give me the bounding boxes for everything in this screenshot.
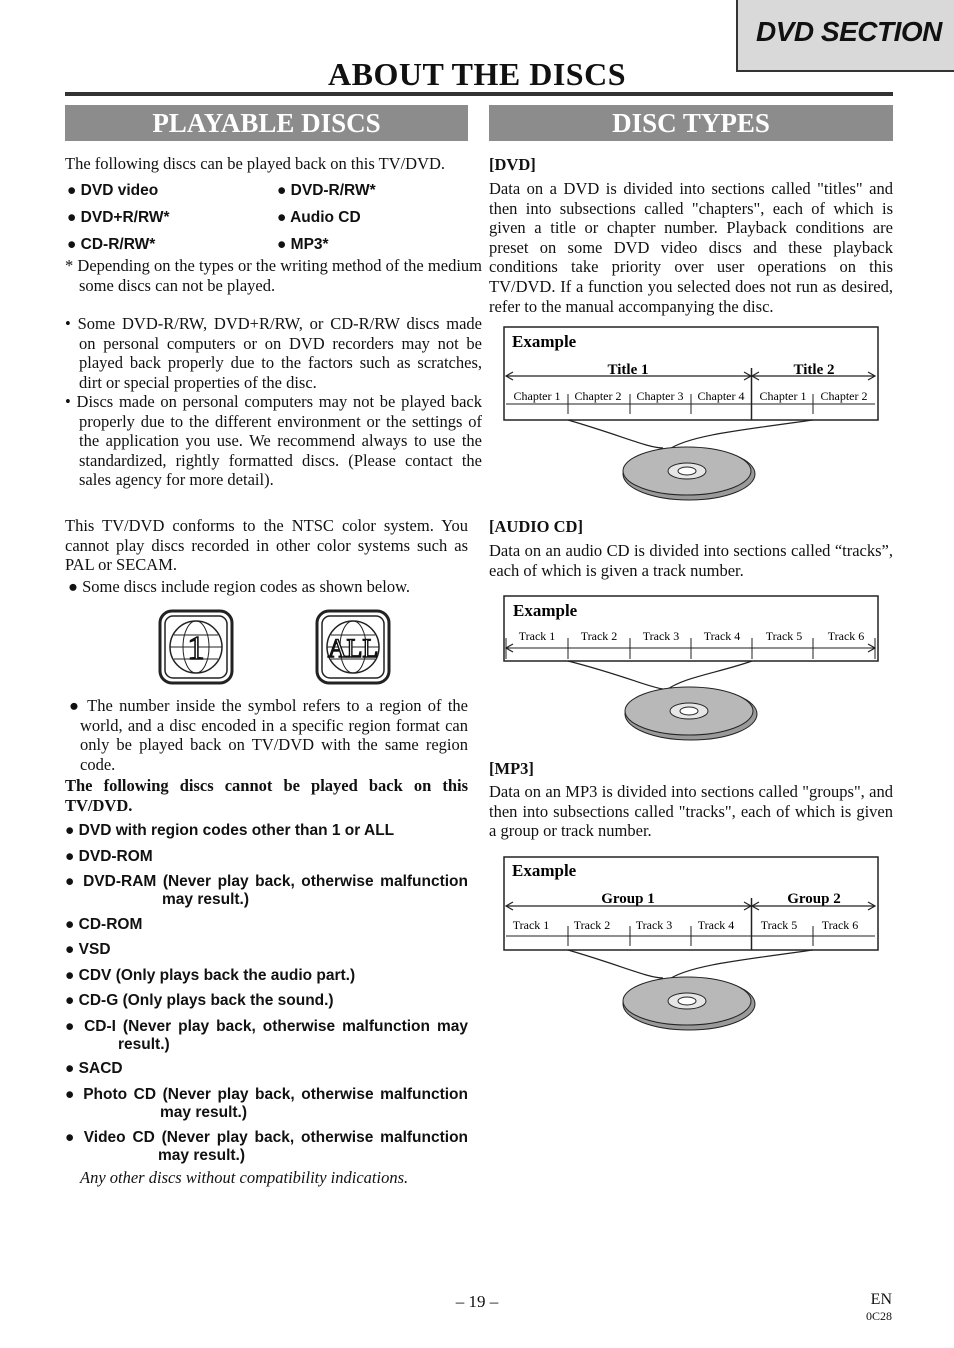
cannot-item: ● SACD	[65, 1060, 123, 1077]
chapter-label: Chapter 2	[820, 389, 868, 403]
audio-cd-example-diagram	[503, 595, 879, 741]
track-label: Track 3	[635, 918, 673, 932]
region-code-label: ALL	[327, 634, 379, 663]
title-label: Title 2	[793, 362, 835, 378]
title-label: Title 1	[607, 362, 649, 378]
dvd-example-diagram	[503, 326, 879, 502]
region-explain: ● The number inside the symbol refers to a region of the world, and a disc encoded in a specific region format can only be played back on TV/DVD with the same region code.	[69, 696, 468, 774]
chapter-label: Chapter 1	[513, 389, 561, 403]
disc-icon	[623, 447, 755, 500]
cannot-item: ● CD-G (Only plays back the sound.)	[65, 992, 334, 1009]
mp3-example-diagram	[503, 856, 879, 1032]
track-label: Track 3	[642, 629, 680, 643]
playable-discs-heading: PLAYABLE DISCS	[65, 105, 468, 141]
region-code-label: 1	[187, 630, 205, 667]
cannot-item: ● DVD with region codes other than 1 or ALL	[65, 822, 395, 839]
cannot-item: ● Video CD (Never play back, otherwise malfunction may result.)	[65, 1129, 469, 1164]
region-1-icon	[158, 609, 234, 685]
chapter-label: Chapter 4	[697, 389, 745, 403]
format-item: ● MP3*	[277, 236, 329, 253]
group-label: Group 2	[787, 891, 841, 907]
track-label: Track 4	[703, 629, 741, 643]
mp3-label: [MP3]	[489, 759, 534, 778]
disc-icon	[623, 977, 755, 1030]
format-item: ● CD-R/RW*	[67, 236, 156, 253]
document-code: 0C28	[865, 1309, 892, 1323]
note-item: • Some DVD-R/RW, DVD+R/RW, or CD-R/RW discs made on personal computers or on DVD recorders may not be played back properly due to the factors such as scratches, dirt or special properties of the disc.	[65, 314, 482, 392]
track-label: Track 2	[580, 629, 618, 643]
chapter-label: Chapter 3	[636, 389, 684, 403]
track-label: Track 5	[760, 918, 798, 932]
region-all-icon	[315, 609, 391, 685]
format-item: ● DVD-R/RW*	[277, 182, 376, 199]
example-label: Example	[512, 332, 577, 351]
audio-cd-label: [AUDIO CD]	[489, 517, 583, 536]
audio-cd-text: Data on an audio CD is divided into sections called “tracks”, each of which is given a track number.	[489, 541, 893, 580]
footnote: * Depending on the types or the writing method of the medium some discs can not be played.	[65, 256, 482, 295]
track-label: Track 2	[573, 918, 611, 932]
example-label: Example	[513, 601, 578, 620]
language-code: EN	[870, 1291, 892, 1308]
note-item: • Discs made on personal computers may not be played back properly due to the different environment or the settings of the application you use. We recommend always to use the standardized, rightly formatted discs. (Please contact the sales agency for more detail).	[65, 392, 482, 490]
mp3-text: Data on an MP3 is divided into sections called "groups", and then into subsections called "tracks", each of which is given a group or track number.	[489, 782, 893, 841]
disc-types-heading: DISC TYPES	[489, 105, 893, 141]
format-item: ● DVD+R/RW*	[67, 209, 170, 226]
cannot-item: ● Photo CD (Never play back, otherwise malfunction may result.)	[65, 1086, 468, 1121]
page-title: ABOUT THE DISCS	[328, 56, 626, 92]
cannot-item: ● DVD-RAM (Never play back, otherwise malfunction may result.)	[65, 873, 468, 908]
cannot-item: ● DVD-ROM	[65, 848, 153, 865]
ntsc-text: This TV/DVD conforms to the NTSC color system. You cannot play discs recorded in other color systems such as PAL or SECAM.	[65, 516, 468, 575]
dvd-text: Data on a DVD is divided into sections called "titles" and then into subsections called "chapters", each of which is given a title or chapter number. Playback conditions are preset on some DVD video discs and these playback conditions take priority over user operations on this TV/DVD. If a function you selected does not run as desired, refer to the manual accompanying the disc.	[489, 179, 893, 316]
format-item: ● Audio CD	[277, 209, 361, 226]
cannot-item: ● CD-ROM	[65, 916, 143, 933]
closing-note: Any other discs without compatibility indications.	[80, 1168, 409, 1187]
cannot-item: ● CD-I (Never play back, otherwise malfunction may result.)	[65, 1018, 468, 1053]
cannot-item: ● CDV (Only plays back the audio part.)	[65, 967, 356, 984]
track-label: Track 4	[697, 918, 735, 932]
track-label: Track 1	[518, 629, 556, 643]
page-number: – 19 –	[455, 1292, 499, 1311]
region-intro: ● Some discs include region codes as shown below.	[68, 577, 411, 596]
chapter-label: Chapter 1	[759, 389, 807, 403]
dvd-label: [DVD]	[489, 155, 536, 174]
disc-icon	[625, 687, 757, 740]
example-label: Example	[512, 861, 577, 880]
section-tab-label: DVD SECTION	[756, 16, 942, 47]
cannot-item: ● VSD	[65, 941, 111, 958]
cannot-heading: The following discs cannot be played back on this TV/DVD.	[65, 776, 468, 815]
group-label: Group 1	[601, 891, 655, 907]
title-rule	[65, 92, 893, 96]
track-label: Track 6	[821, 918, 859, 932]
track-label: Track 6	[827, 629, 865, 643]
format-item: ● DVD video	[67, 182, 159, 199]
track-label: Track 1	[512, 918, 550, 932]
chapter-label: Chapter 2	[574, 389, 622, 403]
track-label: Track 5	[765, 629, 803, 643]
playable-intro: The following discs can be played back on this TV/DVD.	[65, 154, 446, 173]
